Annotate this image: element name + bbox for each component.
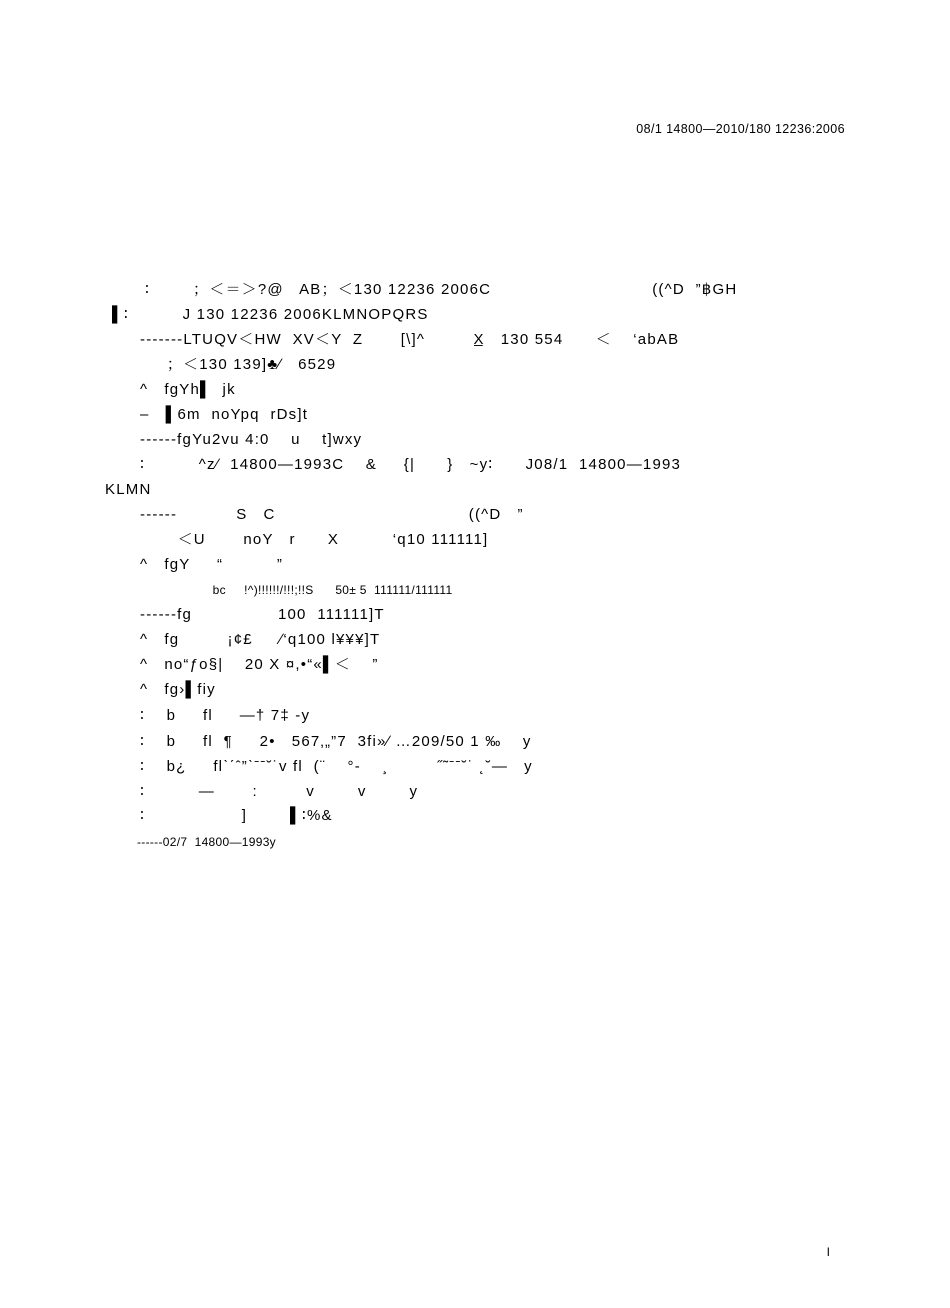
text-line-17: ^ fg›▌fiy bbox=[140, 681, 216, 698]
text-line-16: ^ no“ƒo§| 20 X ¤,•“«▌＜ ” bbox=[140, 656, 379, 673]
text-line-11: ＜U noY r X ‘q10 111111] bbox=[140, 531, 489, 548]
text-line-13: bc !^)!!!!!!/!!!;!!S 50± 5 111111/111111 bbox=[140, 583, 453, 597]
text-line-3: -------LTUQV＜HW XV＜Y Z [\]^ X̲ 130 554 ＜ ‘abAB bbox=[140, 331, 680, 348]
text-line-19: ∶ b fl ¶ 2• 567‚„”7 3fi»∕ …209/50 1 ‰ y bbox=[140, 733, 532, 750]
text-line-10: ------ S C ((^D ” bbox=[140, 506, 524, 523]
text-line-21: ∶ — : v v y bbox=[140, 783, 419, 800]
text-line-1: ∶ ；＜＝＞?@ AB；＜130 12236 2006C ((^D ”฿GH bbox=[145, 281, 738, 298]
text-line-6: – ▌6m noYpq rDs]t bbox=[140, 406, 309, 423]
text-line-12: ^ fgY “ ” bbox=[140, 556, 284, 573]
page-number: I bbox=[826, 1245, 830, 1259]
text-line-2: ▌∶ J 130 12236 2006KLMNOPQRS bbox=[112, 306, 429, 323]
standard-header: 08/1 14800—2010/180 12236:2006 bbox=[636, 122, 845, 136]
text-line-5: ^ fgYh▌ jk bbox=[140, 381, 236, 398]
text-line-14: ------fg 100 111111]T bbox=[140, 606, 385, 623]
text-line-23: ------02/7 14800—1993y bbox=[137, 835, 276, 849]
text-line-15: ^ fg ¡¢£ ∕‘q100 l¥¥¥]T bbox=[140, 631, 381, 648]
text-line-7: ------fgYu2vu 4:0 u t]wxy bbox=[140, 431, 363, 448]
text-line-9: KLMN bbox=[105, 481, 152, 498]
text-line-18: ∶ b fl —† 7‡ -y bbox=[140, 707, 311, 724]
text-line-22: ∶ ] ▌∶%& bbox=[140, 807, 333, 824]
text-line-20: ∶ b¿ flˋˊˆ”ˋˉˉ˘˙v fl (¨ °- ¸ ˝˜ˉˉ˘˙ ˛˘— y bbox=[140, 758, 533, 775]
text-line-8: ∶ ^z∕ 14800—1993C & {| } ~y∶ J08/1 14800—1993 bbox=[140, 456, 682, 473]
text-line-4: ；＜130 139]♣∕ 6529 bbox=[140, 356, 337, 373]
